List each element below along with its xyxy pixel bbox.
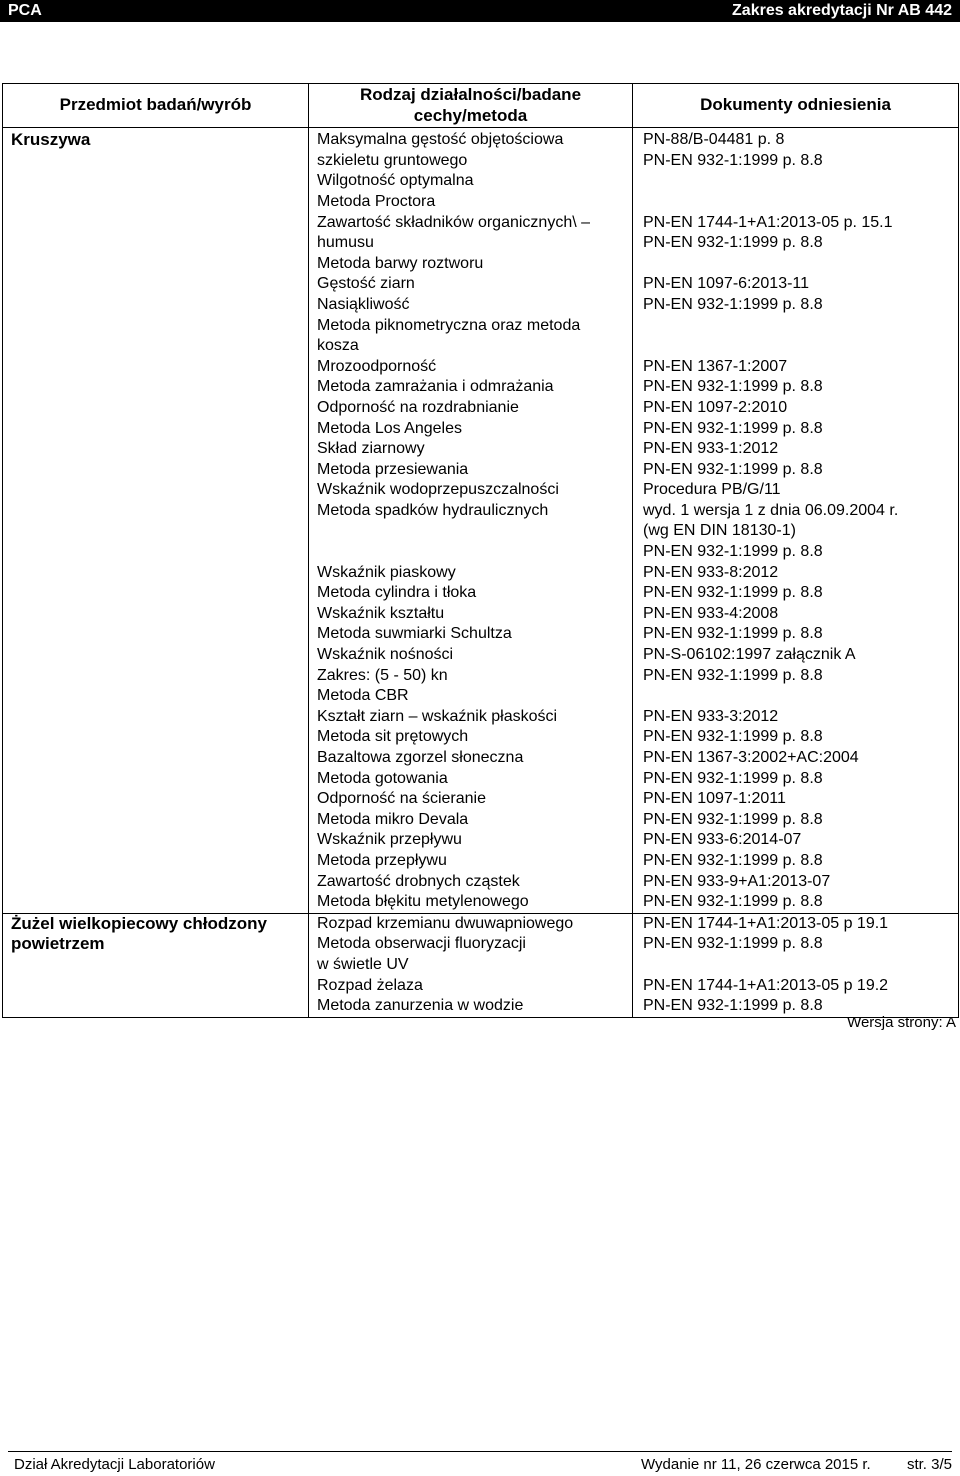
footer-page-number: str. 3/5	[906, 1456, 952, 1473]
method-line: szkieletu gruntowego	[317, 151, 468, 169]
header-title: Zakres akredytacji Nr AB 442	[732, 2, 952, 19]
document-line	[643, 254, 950, 275]
document-line: PN-EN 933-6:2014-07	[643, 831, 802, 849]
method-line: Metoda przesiewania	[317, 460, 469, 478]
document-line: PN-EN 932-1:1999 p. 8.8	[643, 584, 823, 602]
subject-cell: Kruszywa	[3, 128, 309, 914]
method-line: Kształt ziarn – wskaźnik płaskości	[317, 707, 558, 725]
method-line: Metoda cylindra i tłoka	[317, 584, 477, 602]
method-line: Metoda Proctora	[317, 192, 436, 210]
col-header-method: Rodzaj działalności/badane cechy/metoda	[309, 84, 633, 128]
document-line: PN-EN 1367-1:2007	[643, 357, 788, 375]
document-line: PN-EN 932-1:1999 p. 8.8	[643, 728, 823, 746]
document-line: PN-EN 933-3:2012	[643, 707, 779, 725]
method-line: Metoda sit prętowych	[317, 728, 469, 746]
document-line: Procedura PB/G/11	[643, 481, 781, 499]
method-line: Zawartość składników organicznych\ –	[317, 213, 591, 231]
method-line: Zakres: (5 - 50) kn	[317, 666, 448, 684]
documents-cell	[633, 128, 959, 914]
table-row	[3, 128, 959, 914]
document-line: PN-EN 1097-1:2011	[643, 790, 786, 808]
method-line	[317, 542, 624, 563]
document-line: PN-EN 1097-6:2013-11	[643, 275, 810, 293]
col-header-subject: Przedmiot badań/wyrób	[3, 84, 309, 128]
footer-divider	[8, 1451, 952, 1452]
document-line: PN-EN 932-1:1999 p. 8.8	[643, 769, 823, 787]
document-line: (wg EN DIN 18130-1)	[643, 522, 796, 540]
document-line: PN-EN 932-1:1999 p. 8.8	[643, 935, 823, 953]
document-line: PN-EN 1744-1+A1:2013-05 p 19.2	[643, 976, 889, 994]
document-line: PN-EN 932-1:1999 p. 8.8	[643, 543, 823, 561]
document-line: PN-EN 932-1:1999 p. 8.8	[643, 810, 823, 828]
document-line: PN-88/B-04481 p. 8	[643, 131, 785, 149]
method-line: Metoda Los Angeles	[317, 419, 462, 437]
document-line	[643, 955, 950, 976]
subject-cell: Żużel wielkopiecowy chłodzony powietrzem	[3, 913, 309, 1017]
document-line	[643, 316, 950, 337]
document-line: PN-EN 933-8:2012	[643, 563, 779, 581]
method-line: Metoda zamrażania i odmrażania	[317, 378, 554, 396]
document-line: PN-EN 1097-2:2010	[643, 398, 788, 416]
table-row	[3, 913, 959, 1017]
footer-department: Dział Akredytacji Laboratoriów	[14, 1456, 215, 1473]
document-line: PN-EN 1744-1+A1:2013-05 p 19.1	[643, 914, 889, 932]
col-header-documents: Dokumenty odniesienia	[633, 84, 959, 128]
method-cell	[309, 128, 633, 914]
document-line: PN-EN 1744-1+A1:2013-05 p. 15.1	[643, 213, 893, 231]
method-line: Maksymalna gęstość objętościowa	[317, 131, 564, 149]
method-line: Skład ziarnowy	[317, 440, 425, 458]
method-line: Odporność na rozdrabnianie	[317, 398, 519, 416]
method-line: kosza	[317, 337, 359, 355]
method-line: Metoda spadków hydraulicznych	[317, 501, 549, 519]
document-line	[643, 686, 950, 707]
method-line: Metoda mikro Devala	[317, 810, 469, 828]
method-line: Wskaźnik wodoprzepuszczalności	[317, 481, 559, 499]
document-line	[643, 171, 950, 192]
method-line: Nasiąkliwość	[317, 295, 410, 313]
footer-edition: Wydanie nr 11, 26 czerwca 2015 r.	[641, 1456, 871, 1473]
method-line: Zawartość drobnych cząstek	[317, 872, 520, 890]
method-line: Metoda CBR	[317, 687, 409, 705]
document-line: PN-EN 932-1:1999 p. 8.8	[643, 666, 823, 684]
method-line: Metoda gotowania	[317, 769, 448, 787]
method-line: Metoda piknometryczna oraz metoda	[317, 316, 581, 334]
method-line: Metoda błękitu metylenowego	[317, 893, 529, 911]
page-header	[0, 0, 960, 22]
document-line: PN-EN 932-1:1999 p. 8.8	[643, 851, 823, 869]
document-line	[643, 336, 950, 357]
method-line	[317, 521, 624, 542]
document-line	[643, 192, 950, 213]
document-line: PN-EN 932-1:1999 p. 8.8	[643, 997, 823, 1015]
method-line: Gęstość ziarn	[317, 275, 415, 293]
document-line: PN-EN 933-9+A1:2013-07	[643, 872, 831, 890]
method-line: Wilgotność optymalna	[317, 172, 474, 190]
document-line: PN-EN 932-1:1999 p. 8.8	[643, 625, 823, 643]
page-version: Wersja strony: A	[847, 1014, 956, 1031]
header-org: PCA	[8, 2, 42, 19]
method-line: Metoda przepływu	[317, 851, 447, 869]
method-line: Metoda obserwacji fluoryzacji	[317, 935, 526, 953]
method-line: Wskaźnik kształtu	[317, 604, 445, 622]
method-line: Rozpad krzemianu dwuwapniowego	[317, 914, 574, 932]
document-line: PN-EN 932-1:1999 p. 8.8	[643, 234, 823, 252]
method-line: Odporność na ścieranie	[317, 790, 486, 808]
method-cell	[309, 913, 633, 1017]
method-line: humusu	[317, 234, 374, 252]
document-line: PN-EN 933-1:2012	[643, 440, 779, 458]
method-line: Bazaltowa zgorzel słoneczna	[317, 749, 524, 766]
documents-cell	[633, 913, 959, 1017]
method-line: Metoda suwmiarki Schultza	[317, 625, 512, 643]
method-line: Wskaźnik nośności	[317, 646, 454, 664]
document-line: PN-EN 1367-3:2002+AC:2004	[643, 749, 859, 766]
method-line: Mrozoodporność	[317, 357, 437, 375]
document-line: PN-EN 932-1:1999 p. 8.8	[643, 893, 823, 911]
document-line: PN-EN 932-1:1999 p. 8.8	[643, 460, 823, 478]
document-line: wyd. 1 wersja 1 z dnia 06.09.2004 r.	[643, 501, 899, 519]
method-line: Metoda barwy roztworu	[317, 254, 484, 272]
method-line: Rozpad żelaza	[317, 976, 423, 994]
method-line: Wskaźnik piaskowy	[317, 563, 456, 581]
document-line: PN-EN 932-1:1999 p. 8.8	[643, 151, 823, 169]
document-line: PN-EN 932-1:1999 p. 8.8	[643, 295, 823, 313]
method-line: w świetle UV	[317, 955, 409, 973]
document-line: PN-EN 933-4:2008	[643, 604, 779, 622]
method-line: Metoda zanurzenia w wodzie	[317, 997, 524, 1015]
accreditation-table	[2, 83, 959, 1018]
method-line: Wskaźnik przepływu	[317, 831, 462, 849]
document-line: PN-EN 932-1:1999 p. 8.8	[643, 419, 823, 437]
document-line: PN-EN 932-1:1999 p. 8.8	[643, 378, 823, 396]
document-line: PN-S-06102:1997 załącznik A	[643, 646, 856, 664]
